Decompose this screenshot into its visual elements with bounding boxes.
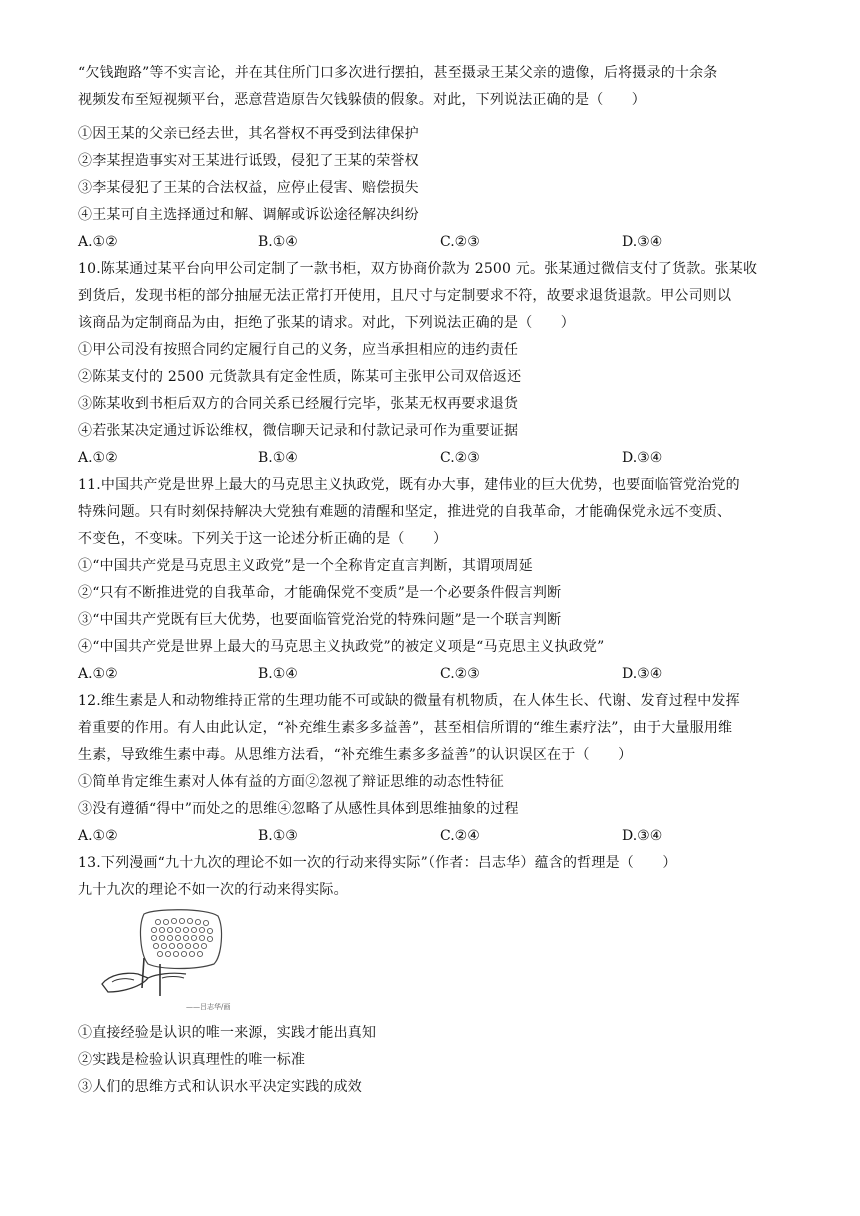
q10-stem-line-1: 10.陈某通过某平台向甲公司定制了一款书柜，双方协商价款为 2500 元。张某通过微信支付了货款。张某收 [78,261,758,277]
q10-item-4: ④若张某决定通过诉讼维权，微信聊天记录和付款记录可作为重要证据 [78,423,519,439]
cartoon-illustration [96,908,226,1008]
q12-stem-line-1: 12.维生素是人和动物维持正常的生理功能不可或缺的微量有机物质，在人体生长、代谢、发育过程中发挥 [78,693,740,709]
q9-option-c: C.②③ [440,234,480,250]
q11-item-2: ②“只有不断推进党的自我革命，才能确保党不变质”是一个必要条件假言判断 [78,585,562,601]
q9-stem-line-1: “欠钱跑路”等不实言论，并在其住所门口多次进行摆拍，甚至摄录王某父亲的遗像，后将摄录的十余条 [78,65,718,81]
q13-item-2: ②实践是检验认识真理性的唯一标准 [78,1052,306,1068]
q13-item-1: ①直接经验是认识的唯一来源，实践才能出真知 [78,1025,377,1041]
q9-item-1: ①因王某的父亲已经去世，其名誉权不再受到法律保护 [78,126,419,142]
q12-item-line-1: ①简单肯定维生素对人体有益的方面②忽视了辩证思维的动态性特征 [78,774,504,790]
q12-option-d: D.③④ [622,828,663,844]
q11-stem-line-2: 特殊问题。只有时刻保持解决大党独有难题的清醒和坚定，推进党的自我革命，才能确保党永远不变质、 [78,504,732,520]
q10-stem-line-2: 到货后，发现书柜的部分抽屉无法正常打开使用，且尺寸与定制要求不符，故要求退货退款。甲公司则以 [78,288,732,304]
q9-item-2: ②李某捏造事实对王某进行诋毁，侵犯了王某的荣誉权 [78,153,419,169]
q10-option-c: C.②③ [440,450,480,466]
q10-option-a: A.①② [78,450,118,466]
q13-stem-line-2: 九十九次的理论不如一次的行动来得实际。 [78,882,348,898]
q13-item-3: ③人们的思维方式和认识水平决定实践的成效 [78,1079,362,1095]
cartoon-drawing [96,908,226,1008]
q11-option-d: D.③④ [622,666,663,682]
q12-stem-line-3: 生素，导致维生素中毒。从思维方法看，“补充维生素多多益善”的认识误区在于（ ） [78,747,633,763]
q11-option-c: C.②③ [440,666,480,682]
q9-item-3: ③李某侵犯了王某的合法权益，应停止侵害、赔偿损失 [78,180,419,196]
q9-stem-line-2: 视频发布至短视频平台，恶意营造原告欠钱躲债的假象。对此，下列说法正确的是（ ） [78,92,646,108]
cartoon-caption: ——吕志华/画 [186,1003,231,1011]
q10-item-1: ①甲公司没有按照合同约定履行自己的义务，应当承担相应的违约责任 [78,342,519,358]
q12-stem-line-2: 着重要的作用。有人由此认定，“补充维生素多多益善”，甚至相信所谓的“维生素疗法”，由于大量服用维 [78,720,733,736]
q11-item-4: ④“中国共产党是世界上最大的马克思主义执政党”的被定义项是“马克思主义执政党” [78,639,605,655]
q9-option-a: A.①② [78,234,118,250]
q10-item-3: ③陈某收到书柜后双方的合同关系已经履行完毕，张某无权再要求退货 [78,396,519,412]
q12-option-a: A.①② [78,828,118,844]
q12-item-line-2: ③没有遵循“得中”而处之的思维④忽略了从感性具体到思维抽象的过程 [78,801,519,817]
q10-option-d: D.③④ [622,450,663,466]
q9-item-4: ④王某可自主选择通过和解、调解或诉讼途径解决纠纷 [78,207,419,223]
q10-option-b: B.①④ [258,450,298,466]
q12-option-b: B.①③ [258,828,298,844]
q11-stem-line-1: 11.中国共产党是世界上最大的马克思主义执政党，既有办大事，建伟业的巨大优势，也要面临管党治党的 [78,477,740,493]
q9-option-d: D.③④ [622,234,663,250]
q10-item-2: ②陈某支付的 2500 元货款具有定金性质，陈某可主张甲公司双倍返还 [78,369,522,385]
q11-stem-line-3: 不变色，不变味。下列关于这一论述分析正确的是（ ） [78,531,448,547]
q11-item-3: ③“中国共产党既有巨大优势，也要面临管党治党的特殊问题”是一个联言判断 [78,612,562,628]
q12-option-c: C.②④ [440,828,480,844]
q13-stem-line-1: 13.下列漫画“九十九次的理论不如一次的行动来得实际”（作者：吕志华）蕴含的哲理是（ ） [78,855,677,871]
q11-option-a: A.①② [78,666,118,682]
q11-item-1: ①“中国共产党是马克思主义政党”是一个全称肯定直言判断，其谓项周延 [78,558,533,574]
q10-stem-line-3: 该商品为定制商品为由，拒绝了张某的请求。对此，下列说法正确的是（ ） [78,315,575,331]
q11-option-b: B.①④ [258,666,298,682]
q9-option-b: B.①④ [258,234,298,250]
